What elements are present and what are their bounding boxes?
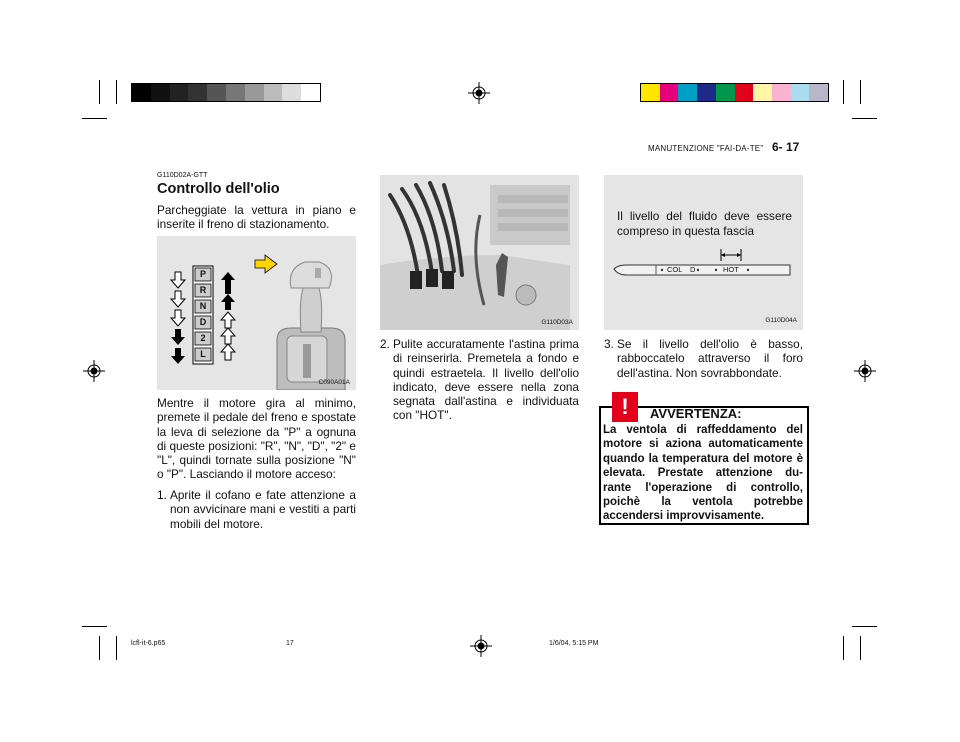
registration-mark-right bbox=[854, 360, 876, 382]
color-swatch bbox=[641, 84, 660, 101]
warning-icon bbox=[612, 392, 638, 422]
color-swatch bbox=[753, 84, 772, 101]
step-1 bbox=[157, 488, 356, 531]
gear-label-r: R bbox=[199, 285, 207, 295]
step-2 bbox=[380, 337, 579, 423]
footer-file: lcfl-it-6.p65 bbox=[131, 640, 166, 647]
gray-swatch bbox=[301, 84, 320, 101]
step-text: Pulite accuratamente l'astina prima di reinserirla. Premetela a fondo e quindi estraetela. Il livello dell'olio indicato, deve essere nella zona segnata dall'astina e individuata con "HOT". bbox=[393, 337, 579, 423]
color-swatch bbox=[791, 84, 810, 101]
dipstick-label-col: COL bbox=[667, 265, 683, 274]
color-swatch bbox=[660, 84, 679, 101]
dipstick-illustration bbox=[604, 245, 803, 305]
registration-mark-top bbox=[468, 82, 490, 104]
gray-swatch bbox=[264, 84, 283, 101]
color-swatch bbox=[697, 84, 716, 101]
gear-selector-figure bbox=[157, 236, 356, 390]
gear-label-d: D bbox=[199, 317, 207, 327]
gray-swatch bbox=[245, 84, 264, 101]
gear-label-n: N bbox=[199, 301, 207, 311]
step-number: 2. bbox=[380, 337, 390, 351]
section-title: MANUTENZIONE "FAI-DA-TE" bbox=[648, 144, 764, 153]
gray-swatch bbox=[170, 84, 189, 101]
gray-swatch bbox=[207, 84, 226, 101]
gray-swatch bbox=[188, 84, 207, 101]
section-heading: Controllo dell'olio bbox=[157, 181, 280, 197]
warning-text: La ventola di raffeddamento del motore si aziona automaticamente quando la temperatura del motore è elevata. Prestate attenzione du-rante l'operazione di controllo, poichè la ventola potrebbe accendersi improvvisamente. bbox=[603, 424, 803, 523]
color-swatch bbox=[809, 84, 828, 101]
gray-swatch bbox=[132, 84, 151, 101]
color-swatch bbox=[772, 84, 791, 101]
dipstick-figure bbox=[604, 175, 803, 330]
gear-label-p: P bbox=[199, 269, 206, 279]
intro-paragraph: Parcheggiate la vettura in piano e inserite il freno di stazionamento. bbox=[157, 203, 356, 232]
warning-symbol: ! bbox=[621, 394, 629, 419]
gray-swatch bbox=[151, 84, 170, 101]
figure-caption: C090A01A bbox=[318, 379, 350, 386]
section-code: G110D02A-GTT bbox=[157, 172, 208, 179]
grayscale-bar bbox=[131, 83, 321, 102]
step-3 bbox=[604, 337, 803, 380]
figure-caption: G110D03A bbox=[541, 319, 573, 326]
registration-mark-left bbox=[83, 360, 105, 382]
engine-bay-illustration bbox=[380, 175, 579, 330]
gray-swatch bbox=[282, 84, 301, 101]
gray-swatch bbox=[226, 84, 245, 101]
color-bar bbox=[640, 83, 829, 102]
body-paragraph: Mentre il motore gira al minimo, premete il pedale del freno e spostate la leva di selezione da "P" a ognuna di queste posizioni: "R", "N", "D", "2" e "L", quindi tornate sulla posizione "N" o "P". Lasciando il motore acceso: bbox=[157, 396, 356, 482]
warning-box bbox=[599, 394, 809, 525]
engine-bay-figure bbox=[380, 175, 579, 330]
color-swatch bbox=[678, 84, 697, 101]
gear-label-2: 2 bbox=[200, 333, 206, 343]
registration-mark-bottom bbox=[470, 635, 492, 657]
step-number: 3. bbox=[604, 337, 614, 351]
page-number: 6- 17 bbox=[772, 140, 800, 154]
gear-label-l: L bbox=[200, 349, 206, 359]
dipstick-label-d: D bbox=[690, 265, 696, 274]
color-swatch bbox=[716, 84, 735, 101]
dipstick-note: Il livello del fluido deve essere compreso in questa fascia bbox=[617, 209, 792, 238]
step-text: Se il livello dell'olio è basso, rabboccatelo attraverso il foro dell'astina. Non sovrabbondate. bbox=[617, 337, 803, 380]
gear-selector-illustration bbox=[157, 236, 356, 390]
dipstick-label-hot: HOT bbox=[723, 265, 739, 274]
color-swatch bbox=[735, 84, 754, 101]
figure-caption: G110D04A bbox=[765, 317, 797, 324]
footer-page: 17 bbox=[286, 640, 294, 647]
warning-title: AVVERTENZA: bbox=[650, 406, 742, 421]
footer-date: 1/6/04, 5:15 PM bbox=[549, 640, 599, 647]
page-header bbox=[640, 141, 810, 155]
step-text: Aprite il cofano e fate attenzione a non avvicinare mani e vestiti a parti mobili del motore. bbox=[170, 488, 356, 531]
step-number: 1. bbox=[157, 488, 167, 502]
